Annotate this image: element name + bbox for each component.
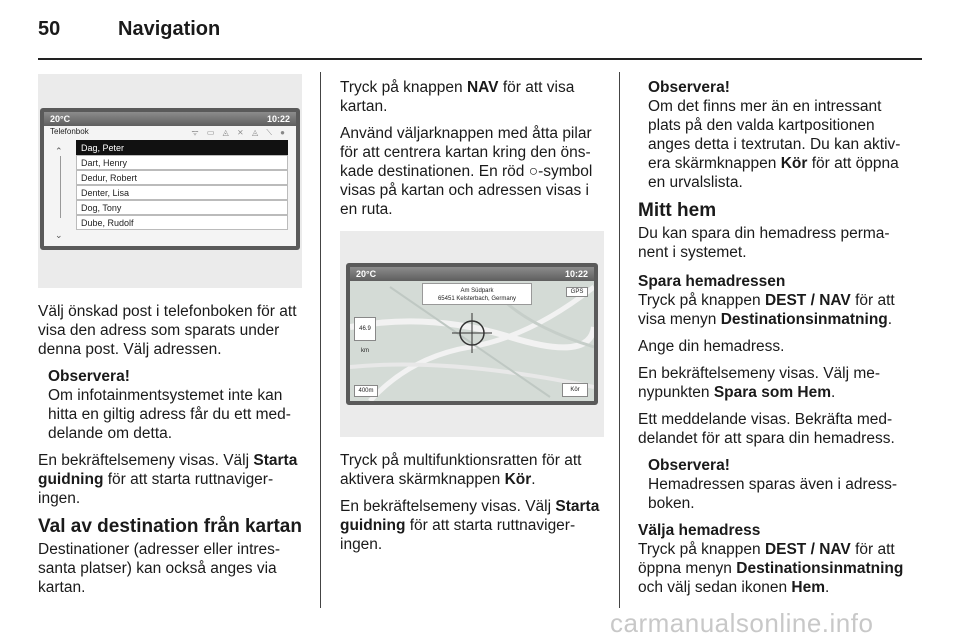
go-button[interactable]: Kör [562,383,588,397]
phonebook-entry[interactable]: Dedur, Robert [76,170,288,185]
note-title: Observera! [648,79,730,96]
address-box: Am Südpark 65451 Kelsterbach, Germany [422,283,532,305]
chevron-up-icon[interactable]: ⌃ [55,146,63,156]
gps-indicator: GPS [566,287,588,297]
column-divider-2 [619,72,620,608]
section-title: Navigation [118,18,221,40]
phonebook-list [76,140,288,230]
heading-select-home: Välja hemadress [638,522,761,539]
column-1 [38,74,306,605]
paragraph: Tryck på knappen NAV för att visa kartan. [340,79,575,115]
distance-readout: 46.9 km [354,317,376,341]
heading-map-destination: Val av destination från kartan [38,516,302,537]
note-text: Om infotainmentsystemet inte kan hitta en giltig adress får du ett med-delande om detta. [48,387,291,442]
phonebook-entry[interactable]: Denter, Lisa [76,185,288,200]
scroll-track [60,156,61,218]
paragraph: En bekräftelsemeny visas. Välj Starta guidning för att starta ruttnaviger-ingen. [38,452,298,507]
phonebook-figure [38,74,302,288]
paragraph: Ett meddelande visas. Bekräfta med-delandet för att spara din hemadress. [638,411,895,447]
map-figure [340,231,604,437]
page-number: 50 [38,18,61,40]
note [38,367,306,443]
page-header [38,18,922,58]
phonebook-screen [40,108,300,250]
temperature: 20°C [50,114,71,124]
clock: 10:22 [564,269,588,279]
paragraph: Tryck på multifunktionsratten för att aktivera skärmknappen Kör. [340,452,582,488]
phonebook-entry[interactable]: Dart, Henry [76,155,288,170]
phonebook-entry[interactable]: Dube, Rudolf [76,215,288,230]
paragraph: Använd väljarknappen med åtta pilar för att centrera kartan kring den öns-kade destinationen. En röd ○-symbol visas på kartan och adressen visas i en ruta. [340,125,593,218]
paragraph: Tryck på knappen DEST / NAV för att öppna menyn Destinationsinmatning och välj sedan ikonen Hem. [638,541,904,596]
column-divider-1 [320,72,321,608]
paragraph: En bekräftelsemeny visas. Välj Starta guidning för att starta ruttnaviger-ingen. [340,498,600,553]
column-2 [340,78,604,562]
column-3 [638,78,904,605]
phonebook-title: Telefonbok ᯤ ▭ ◬ ⨯ ◬ ⟍ ● [50,127,288,137]
note-title: Observera! [648,457,730,474]
phonebook-status-bar [44,112,296,126]
header-rule [38,58,922,60]
phonebook-scrollbar[interactable] [52,142,68,242]
map-status-bar [350,267,594,281]
paragraph: Ange din hemadress. [638,338,785,355]
note-text: Om det finns mer än en intressant plats på den valda kartpositionen anges detta i textrutan. Du kan aktiv-era skärmknappen Kör för att öppna en urvalslista. [648,98,901,191]
paragraph: Tryck på knappen DEST / NAV för att visa menyn Destinationsinmatning. [638,292,895,328]
note-title: Observera! [48,368,130,385]
chevron-down-icon[interactable]: ⌄ [55,230,63,240]
paragraph: Välj önskad post i telefonboken för att visa den adress som sparats under denna post. Välj adressen. [38,303,297,358]
paragraph: Du kan spara din hemadress perma-nent i systemet. [638,225,890,261]
heading-my-home: Mitt hem [638,200,717,221]
status-icons: ᯤ ▭ ◬ ⨯ ◬ ⟍ ● [191,128,288,137]
phonebook-entry[interactable]: Dag, Peter [76,140,288,155]
phonebook-entry[interactable]: Dog, Tony [76,200,288,215]
paragraph: En bekräftelsemeny visas. Välj me-nypunkten Spara som Hem. [638,365,881,401]
note [638,456,904,513]
heading-save-home: Spara hemadressen [638,273,786,290]
note [638,78,904,192]
note-text: Hemadressen sparas även i adress-boken. [648,476,897,512]
clock: 10:22 [266,114,290,124]
map-scale: 400m [354,385,378,397]
paragraph: Destinationer (adresser eller intres-santa platser) kan också anges via kartan. [38,541,281,596]
map-screen [346,263,598,405]
temperature: 20°C [356,269,377,279]
watermark: carmanualsonline.info [610,608,874,638]
